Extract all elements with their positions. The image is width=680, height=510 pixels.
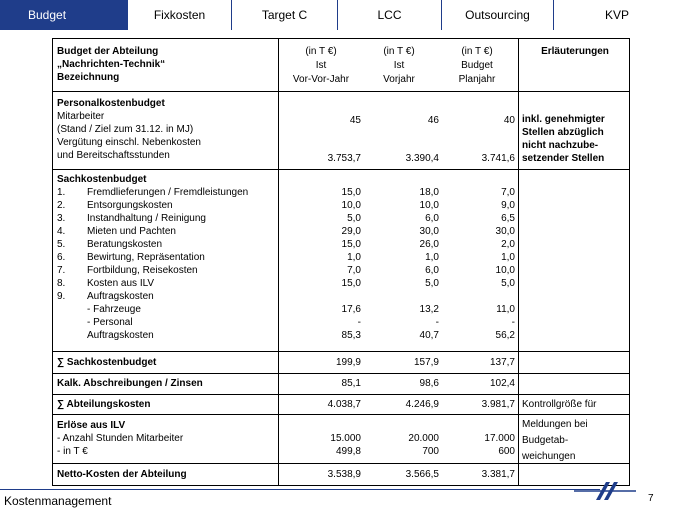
sum-sach-value: 199,9 [335, 357, 361, 368]
sach-item-num: 4. [57, 226, 66, 237]
personal-line: Mitarbeiter [57, 111, 105, 122]
sum-sach-label: ∑ Sachkostenbudget [57, 357, 157, 368]
sach-item-label: Fremdlieferungen / Fremdleistungen [87, 187, 249, 198]
sach-sub-item: Auftragskosten [87, 330, 154, 341]
sach-value: 29,0 [341, 226, 361, 237]
row-divider [53, 463, 629, 464]
sum-abteilung-value: 4.038,7 [327, 399, 361, 410]
erloese-value: 20.000 [408, 433, 439, 444]
sach-value: 10,0 [419, 200, 439, 211]
sach-item-label: Bewirtung, Repräsentation [87, 252, 205, 263]
erloese-note: Budgetab- [522, 435, 569, 446]
sach-item-num: 1. [57, 187, 66, 198]
header-unit: (in T €) [305, 46, 337, 57]
sach-item-label: Instandhaltung / Reinigung [87, 213, 206, 224]
mitarbeiter-value: 46 [427, 115, 439, 126]
sach-value: 10,0 [341, 200, 361, 211]
sach-value: 5,0 [425, 278, 439, 289]
erloese-value: 600 [498, 446, 515, 457]
header-bezeichnung: Bezeichnung [57, 72, 120, 83]
sach-value: 15,0 [341, 278, 361, 289]
sach-value: 30,0 [495, 226, 515, 237]
personal-note: nicht nachzube- [522, 140, 599, 151]
sach-sub-value: 13,2 [419, 304, 439, 315]
header-year: Vorjahr [383, 74, 415, 85]
sach-sub-value: 40,7 [419, 330, 439, 341]
erloese-note: Meldungen bei [522, 419, 588, 430]
sach-item-num: 7. [57, 265, 66, 276]
personal-line: Vergütung einschl. Nebenkosten [57, 137, 201, 148]
personal-note: Stellen abzüglich [522, 127, 604, 138]
sach-value: 15,0 [341, 239, 361, 250]
sach-value: 5,0 [501, 278, 515, 289]
header-col-vorvorjahr [281, 45, 361, 87]
sach-item-label: Mieten und Pachten [87, 226, 176, 237]
header-unit: (in T €) [461, 46, 493, 57]
erloese-title: Erlöse aus ILV [57, 420, 126, 431]
header-subtitle: „Nachrichten-Technik“ [57, 59, 166, 70]
page-number: 7 [648, 493, 654, 504]
netto-value: 3.381,7 [481, 469, 515, 480]
sach-sub-value: - [357, 317, 361, 328]
sach-value: 5,0 [347, 213, 361, 224]
sach-value: 30,0 [419, 226, 439, 237]
sach-item-num: 5. [57, 239, 66, 250]
header-type: Budget [461, 60, 493, 71]
erloese-line: - Anzahl Stunden Mitarbeiter [57, 433, 184, 444]
sum-abteilung-value: 3.981,7 [481, 399, 515, 410]
header-year: Planjahr [458, 74, 496, 85]
header-col-planjahr [437, 45, 517, 87]
footer-rule [0, 489, 600, 490]
erloese-note: weichungen [522, 451, 576, 462]
sach-item-label: Auftragskosten [87, 291, 154, 302]
sum-abteilung-note: Kontrollgröße für [522, 399, 597, 410]
header-label [57, 45, 165, 84]
personal-line: (Stand / Ziel zum 31.12. in MJ) [57, 124, 194, 135]
sach-value: 10,0 [495, 265, 515, 276]
sum-sach-value: 137,7 [489, 357, 515, 368]
row-divider [53, 373, 629, 374]
erloese-value: 499,8 [335, 446, 361, 457]
sach-sub-item: - Fahrzeuge [87, 304, 141, 315]
abschreibung-value: 98,6 [419, 378, 439, 389]
row-divider [53, 394, 629, 395]
sach-value: 7,0 [347, 265, 361, 276]
header-erlaeuterungen-label: Erläuterungen [541, 46, 609, 57]
tab-fixkosten[interactable]: Fixkosten [128, 0, 232, 30]
row-divider [53, 351, 629, 352]
header-year: Vor-Vor-Jahr [292, 74, 350, 85]
erloese-line: - in T € [57, 446, 88, 457]
abschreibung-value: 102,4 [489, 378, 515, 389]
row-divider [53, 414, 629, 415]
col-divider [518, 39, 519, 485]
sach-value: 18,0 [419, 187, 439, 198]
header-type: Ist [315, 60, 327, 71]
erloese-value: 15.000 [330, 433, 361, 444]
footer-title: Kostenmanagement [4, 494, 112, 508]
sach-value: 2,0 [501, 239, 515, 250]
sach-value: 15,0 [341, 187, 361, 198]
sach-value: 6,0 [425, 265, 439, 276]
tab-outsourcing[interactable]: Outsourcing [442, 0, 554, 30]
budget-table [52, 38, 630, 486]
personal-line: und Bereitschaftsstunden [57, 150, 170, 161]
personal-title: Personalkostenbudget [57, 98, 165, 109]
sach-value: 1,0 [425, 252, 439, 263]
tab-bar [0, 0, 680, 30]
sach-item-num: 3. [57, 213, 66, 224]
netto-label: Netto-Kosten der Abteilung [57, 469, 187, 480]
sach-item-num: 2. [57, 200, 66, 211]
sach-item-label: Entsorgungskosten [87, 200, 173, 211]
sach-item-num: 9. [57, 291, 66, 302]
header-col-erlaeuterungen [523, 45, 627, 59]
sach-sub-value: 11,0 [496, 304, 515, 315]
sach-sub-value: 56,2 [495, 330, 515, 341]
verguetung-value: 3.390,4 [405, 153, 439, 164]
sach-value: 6,5 [501, 213, 515, 224]
tab-budget[interactable]: Budget [0, 0, 128, 30]
erloese-value: 17.000 [484, 433, 515, 444]
tab-lcc[interactable]: LCC [338, 0, 442, 30]
netto-value: 3.566,5 [405, 469, 439, 480]
header-unit: (in T €) [383, 46, 415, 57]
sach-sub-value: 17,6 [341, 304, 361, 315]
sum-abteilung-value: 4.246,9 [405, 399, 439, 410]
header-type: Ist [393, 60, 405, 71]
sum-abteilung-label: ∑ Abteilungskosten [57, 399, 151, 410]
personal-note: inkl. genehmigter [522, 114, 605, 125]
sach-title: Sachkostenbudget [57, 174, 147, 185]
abschreibung-value: 85,1 [341, 378, 361, 389]
sach-value: 9,0 [501, 200, 515, 211]
sach-item-num: 6. [57, 252, 66, 263]
header-col-vorjahr [359, 45, 439, 87]
row-divider [53, 91, 629, 92]
tab-target-c[interactable]: Target C [232, 0, 338, 30]
sach-value: 6,0 [425, 213, 439, 224]
mitarbeiter-value: 45 [349, 115, 361, 126]
sach-value: 1,0 [347, 252, 361, 263]
sach-value: 26,0 [419, 239, 439, 250]
verguetung-value: 3.753,7 [327, 153, 361, 164]
erloese-value: 700 [422, 446, 439, 457]
sach-value: 7,0 [501, 187, 515, 198]
header-title: Budget der Abteilung [57, 46, 159, 57]
tab-kvp[interactable]: KVP [604, 8, 629, 22]
abschreibung-label: Kalk. Abschreibungen / Zinsen [57, 378, 203, 389]
mitarbeiter-value: 40 [503, 115, 515, 126]
sach-sub-value: - [511, 317, 515, 328]
sach-sub-value: 85,3 [341, 330, 361, 341]
sach-sub-value: - [435, 317, 439, 328]
sach-item-label: Kosten aus ILV [87, 278, 155, 289]
sum-sach-value: 157,9 [413, 357, 439, 368]
col-divider [278, 39, 279, 485]
sach-item-label: Fortbildung, Reisekosten [87, 265, 198, 276]
netto-value: 3.538,9 [327, 469, 361, 480]
sach-item-num: 8. [57, 278, 66, 289]
personal-note: setzender Stellen [522, 153, 605, 164]
company-logo [574, 480, 636, 502]
sach-value: 1,0 [501, 252, 515, 263]
verguetung-value: 3.741,6 [481, 153, 515, 164]
row-divider [53, 169, 629, 170]
sach-sub-item: - Personal [87, 317, 133, 328]
sach-item-label: Beratungskosten [87, 239, 163, 250]
